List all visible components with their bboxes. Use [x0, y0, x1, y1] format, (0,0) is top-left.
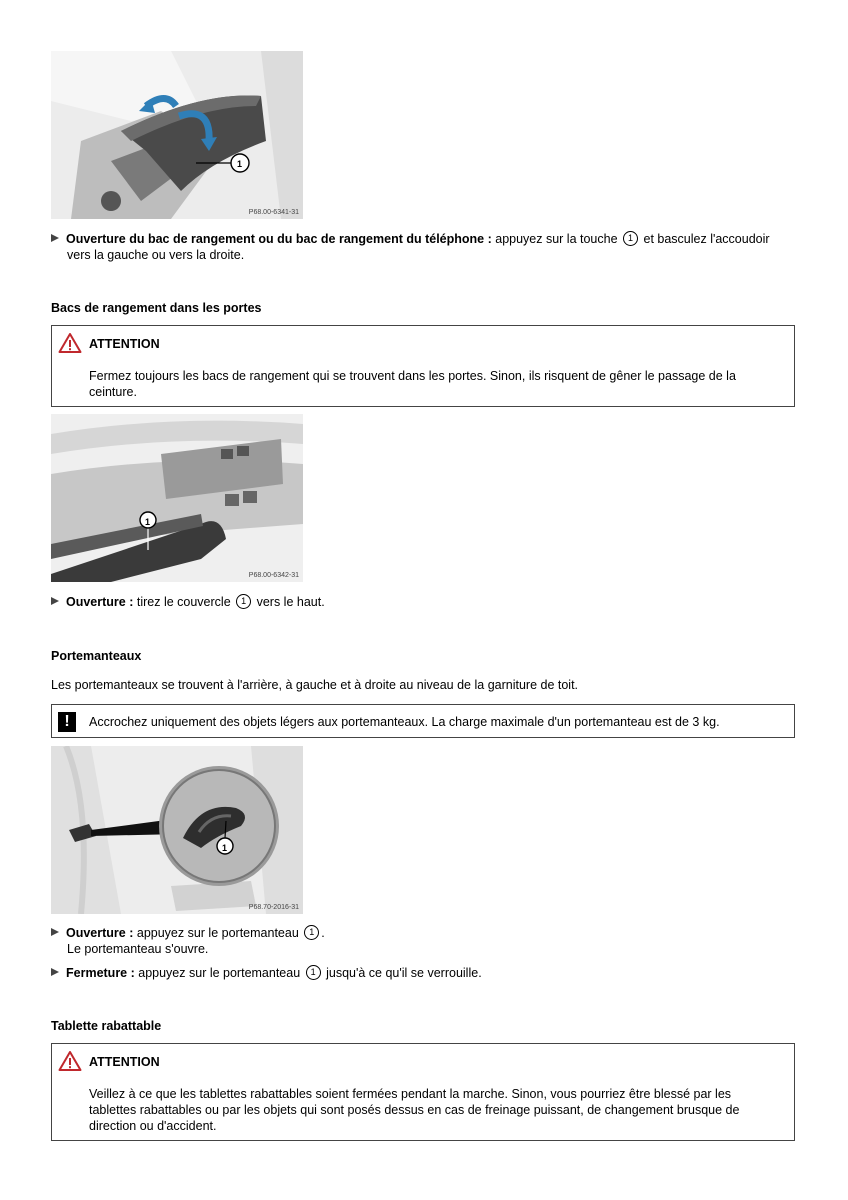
bullet-triangle-icon [51, 597, 59, 605]
instruction-text: tirez le couvercle [133, 595, 235, 609]
armrest-illustration [51, 51, 303, 219]
warning-box [51, 1043, 795, 1141]
instruction-text: vers le haut. [253, 595, 325, 609]
image-reference-code: P68.00-6341-31 [248, 209, 299, 216]
warning-box [51, 325, 795, 407]
coat-hook-photo [51, 746, 303, 914]
warning-text: Veillez à ce que les tablettes rabattables soient fermées pendant la marche. Sinon, vous pourriez être blessé par les tablettes rabattables ou par les objets qui sont posés dessus en cas de freinage puissant, de changement brusque de direction ou d'accident. [89, 1087, 740, 1133]
callout-marker: 1 [222, 843, 228, 853]
warning-title: ATTENTION [89, 1055, 160, 1069]
instruction-lead: Fermeture : [66, 966, 135, 980]
instruction-lead: Ouverture : [66, 595, 134, 609]
warning-triangle-icon [58, 332, 82, 354]
coat-hook-illustration [51, 746, 303, 914]
section-heading: Portemanteaux [51, 649, 142, 663]
callout-number-icon: 1 [623, 231, 638, 246]
bullet-triangle-icon [51, 234, 59, 242]
image-reference-code: P68.00-6342-31 [248, 572, 299, 579]
instruction-continuation: vers la gauche ou vers la droite. [67, 248, 245, 262]
instruction-text: appuyez sur le portemanteau [134, 966, 304, 980]
callout-number-icon: 1 [304, 925, 319, 940]
callout-number-icon: 1 [236, 594, 251, 609]
bullet-triangle-icon [51, 928, 59, 936]
callout-number-icon: 1 [306, 965, 321, 980]
instruction-opening-coat-hook [51, 925, 801, 957]
instruction-text: et basculez l'accoudoir [640, 232, 770, 246]
bullet-triangle-icon [51, 968, 59, 976]
instruction-text: jusqu'à ce qu'il se verrouille. [322, 966, 482, 980]
section-heading: Tablette rabattable [51, 1019, 162, 1033]
image-reference-code: P68.70-2016-31 [248, 904, 299, 911]
section-intro: Les portemanteaux se trouvent à l'arrière, à gauche et à droite au niveau de la garniture de toit. [51, 678, 579, 692]
callout-marker: 1 [145, 517, 151, 527]
exclamation-icon: ! [58, 712, 76, 732]
instruction-lead: Ouverture du bac de rangement ou du bac de rangement du téléphone : [66, 232, 492, 246]
warning-triangle-icon [58, 1050, 82, 1072]
callout-marker: 1 [237, 159, 243, 169]
section-heading: Bacs de rangement dans les portes [51, 301, 262, 315]
door-pocket-illustration [51, 414, 303, 582]
instruction-text: appuyez sur la touche [491, 232, 622, 246]
instruction-lead: Ouverture : [66, 926, 134, 940]
instruction-continuation: Le portemanteau s'ouvre. [67, 942, 209, 956]
instruction-opening-door-pocket [51, 594, 801, 610]
instruction-text: . [321, 926, 325, 940]
instruction-closing-coat-hook [51, 965, 801, 981]
notice-text: Accrochez uniquement des objets légers aux portemanteaux. La charge maximale d'un portemanteau est de 3 kg. [89, 715, 720, 729]
armrest-photo [51, 51, 303, 219]
instruction-text: appuyez sur le portemanteau [133, 926, 303, 940]
warning-title: ATTENTION [89, 337, 160, 351]
notice-box [51, 704, 795, 738]
door-pocket-photo [51, 414, 303, 582]
instruction-opening-storage [51, 231, 801, 263]
warning-text: Fermez toujours les bacs de rangement qui se trouvent dans les portes. Sinon, ils risquent de gêner le passage de la ceinture. [89, 369, 736, 399]
